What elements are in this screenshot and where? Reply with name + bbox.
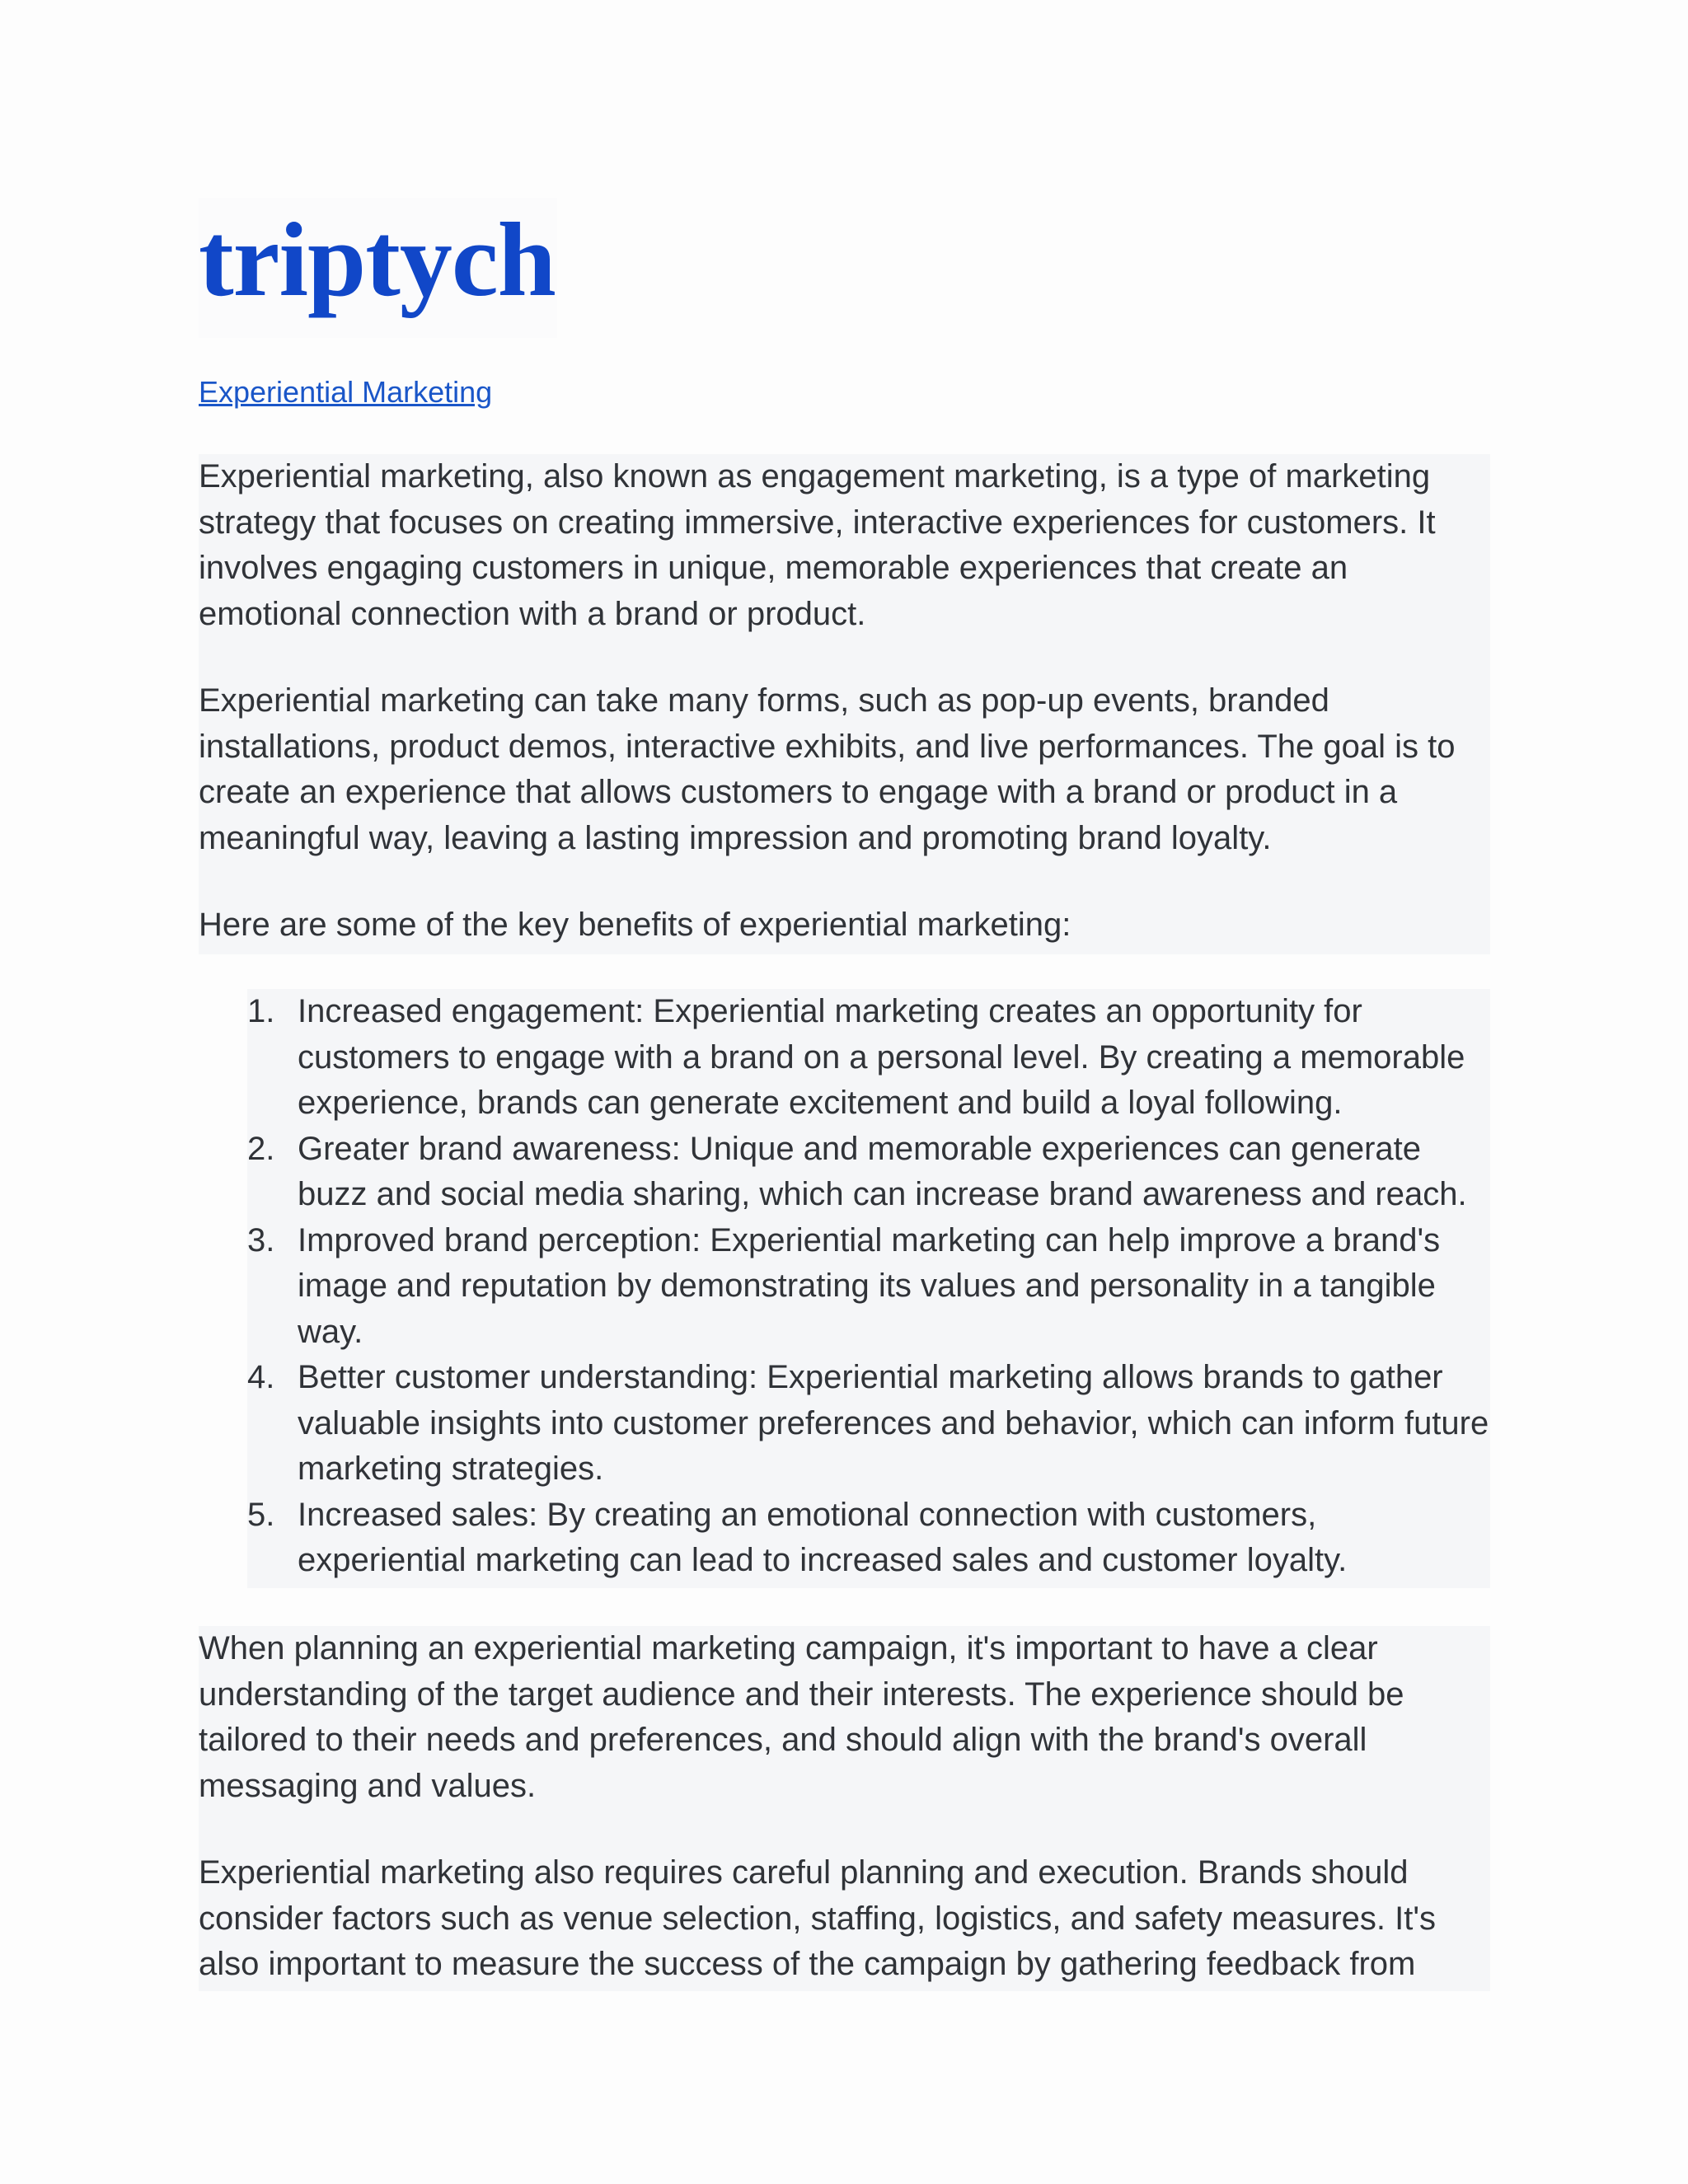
list-item-number: 3.: [247, 1221, 275, 1258]
intro-paragraph-2: Experiential marketing can take many forms, such as pop-up events, branded installations, product demos, interactive exhibits, and live performances. The goal is to create an experience that allows customers to engage with a brand or product in a meaningful way, leaving a lasting impression and promoting brand loyalty.: [199, 682, 1456, 856]
list-item: [247, 1355, 1490, 1493]
closing-paragraph-2: Experiential marketing also requires careful planning and execution. Brands should consider factors such as venue selection, staffing, logistics, and safety measures. It's also important to measure the success of the campaign by gathering feedback from: [199, 1854, 1436, 1982]
list-item: [247, 1493, 1490, 1584]
list-item-number: 2.: [247, 1130, 275, 1167]
list-item: [247, 1127, 1490, 1218]
intro-paragraph-1: Experiential marketing, also known as engagement marketing, is a type of marketing strategy that focuses on creating immersive, interactive experiences for customers. It involves engaging customers in unique, memorable experiences that create an emotional connection with a brand or product.: [199, 458, 1436, 632]
list-item-text: Increased sales: By creating an emotional connection with customers, experiential marketing can lead to increased sales and customer loyalty.: [298, 1496, 1348, 1578]
list-item-text: Increased engagement: Experiential marketing creates an opportunity for customers to engage with a brand on a personal level. By creating a memorable experience, brands can generate excitement and build a loyal following.: [298, 993, 1465, 1121]
intro-paragraph-3: Here are some of the key benefits of experiential marketing:: [199, 907, 1071, 943]
list-item-number: 4.: [247, 1359, 275, 1395]
list-item-number: 5.: [247, 1496, 275, 1533]
benefits-section: [247, 989, 1490, 1588]
list-item: [247, 1218, 1490, 1356]
intro-section: [199, 454, 1490, 954]
benefits-list: [247, 989, 1490, 1584]
closing-paragraph-1: When planning an experiential marketing campaign, it's important to have a clear understanding of the target audience and their interests. The experience should be tailored to their needs and preferences, and should align with the brand's overall messaging and values.: [199, 1630, 1404, 1804]
closing-section: [199, 1626, 1490, 1991]
list-item-number: 1.: [247, 993, 275, 1029]
experiential-marketing-link[interactable]: Experiential Marketing: [199, 375, 493, 409]
brand-logo: triptych: [199, 201, 556, 318]
list-item-text: Greater brand awareness: Unique and memorable experiences can generate buzz and social media sharing, which can increase brand awareness and reach.: [298, 1130, 1467, 1212]
list-item-text: Better customer understanding: Experiential marketing allows brands to gather valuable insights into customer preferences and behavior, which can inform future marketing strategies.: [298, 1359, 1489, 1487]
list-item-text: Improved brand perception: Experiential marketing can help improve a brand's image and reputation by demonstrating its values and personality in a tangible way.: [298, 1221, 1441, 1350]
list-item: [247, 989, 1490, 1127]
